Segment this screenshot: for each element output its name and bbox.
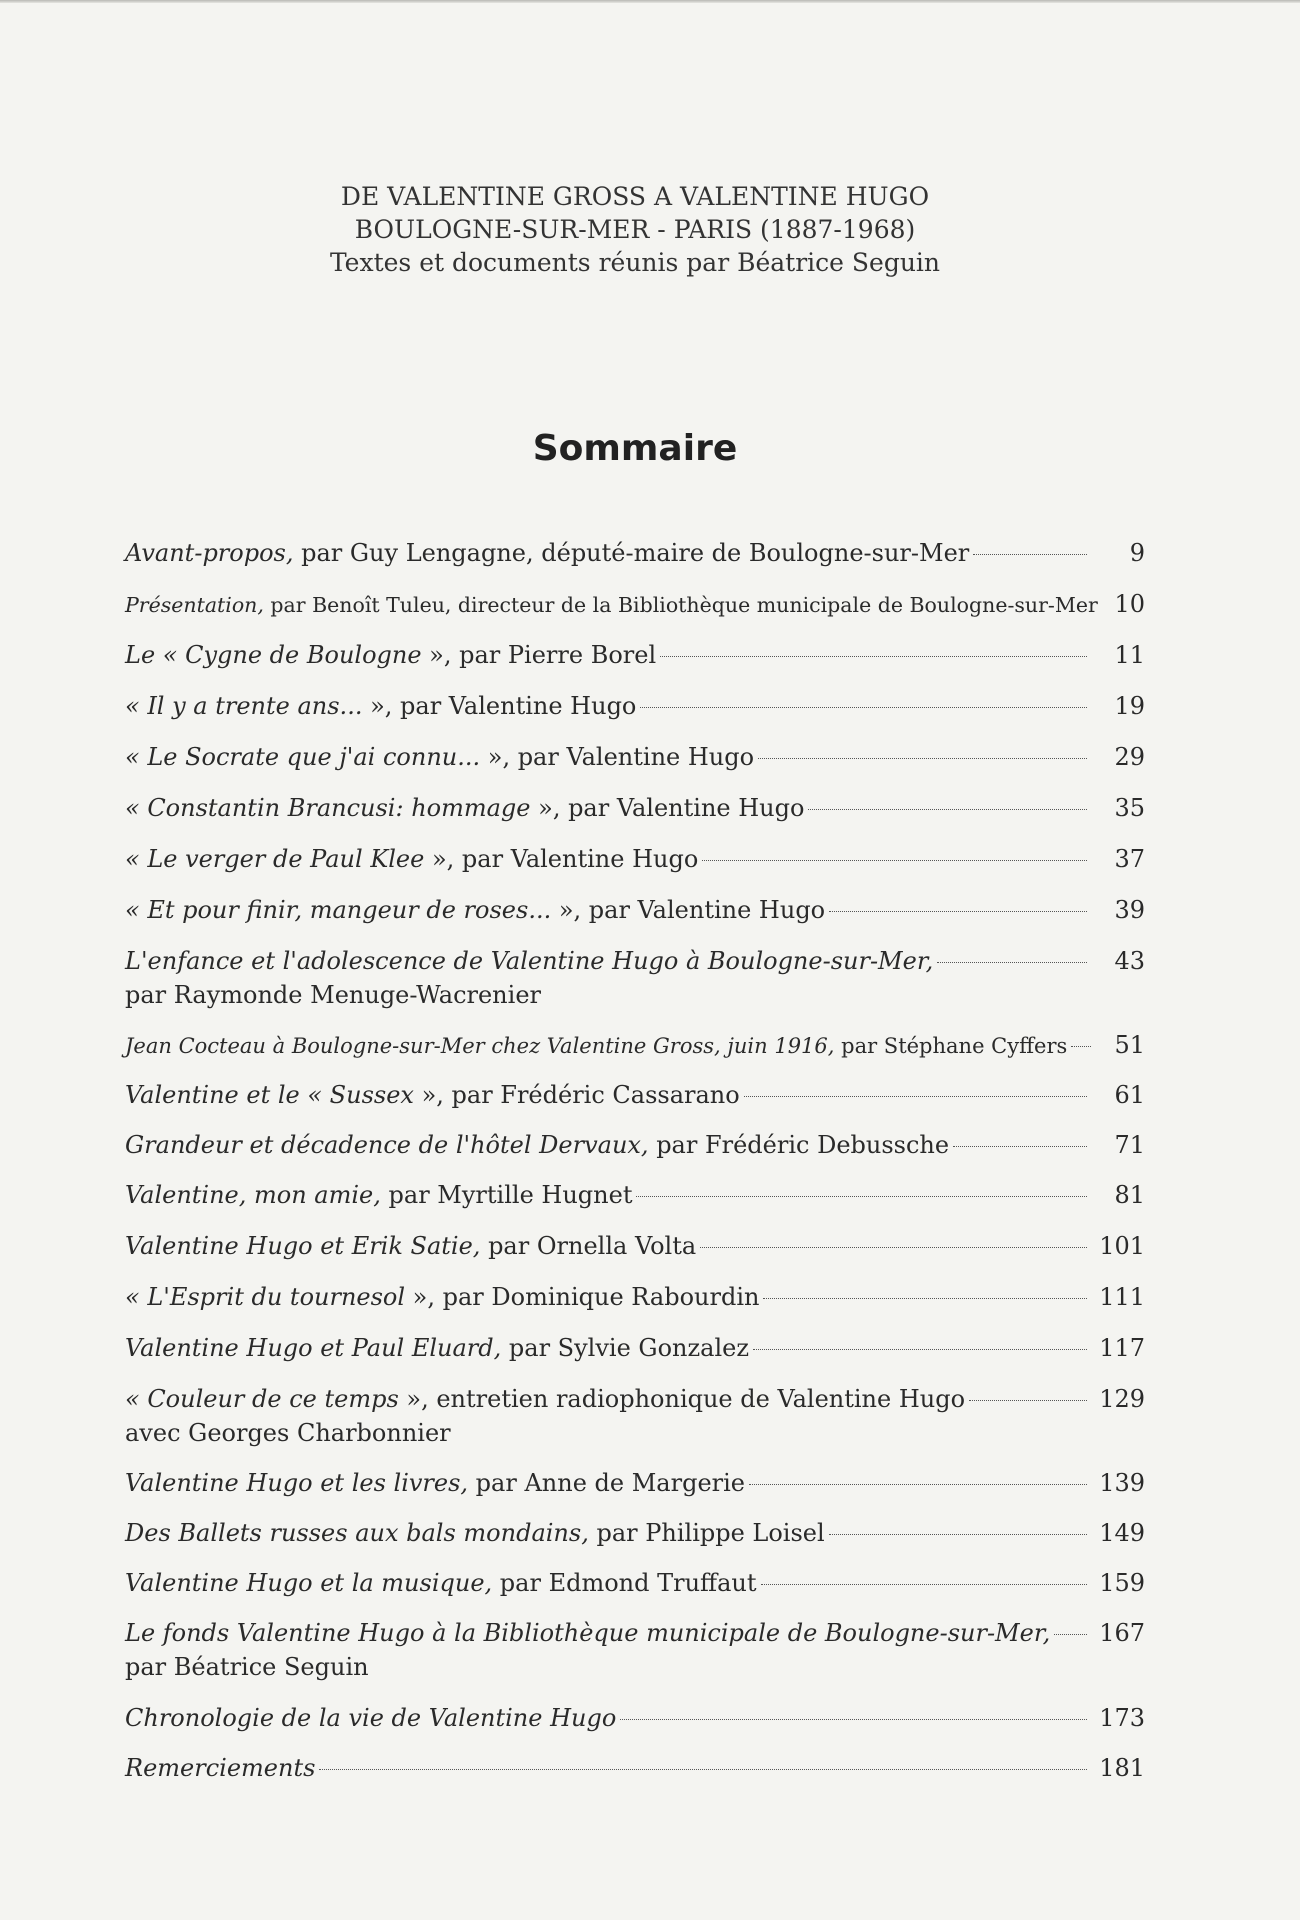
toc-entry xyxy=(125,1566,1145,1600)
header-line-2: BOULOGNE-SUR-MER - PARIS (1887-1968) xyxy=(354,215,916,244)
toc-entry xyxy=(125,689,1145,723)
entry-title: Valentine, mon amie, xyxy=(125,1181,381,1209)
toc-entry xyxy=(125,1616,1145,1684)
dot-leader xyxy=(1054,1634,1087,1635)
toc-entry xyxy=(125,1128,1145,1162)
entry-author: par Sylvie Gonzalez xyxy=(501,1334,749,1362)
toc-entry xyxy=(125,1516,1145,1550)
entry-author: », par Valentine Hugo xyxy=(530,794,805,822)
entry-author: par Benoît Tuleu, directeur de la Bibliothèque municipale de Boulogne-sur-Mer xyxy=(263,593,1098,617)
toc-entry xyxy=(125,842,1145,876)
entry-author: par Philippe Loisel xyxy=(588,1519,825,1547)
entry-page: 181 xyxy=(1099,1754,1145,1782)
entry-author: », par Valentine Hugo xyxy=(424,845,699,873)
entry-title: Des Ballets russes aux bals mondains, xyxy=(125,1519,589,1547)
toc-entry xyxy=(125,1331,1145,1365)
toc-entry xyxy=(125,1229,1145,1263)
entry-title: « Constantin Brancusi: hommage xyxy=(125,794,531,822)
entry-page: 9 xyxy=(1129,539,1145,567)
entry-page: 139 xyxy=(1099,1469,1145,1497)
dot-leader xyxy=(744,1096,1087,1097)
toc-entry xyxy=(125,1751,1145,1785)
entry-page: 111 xyxy=(1099,1283,1145,1311)
entry-page: 117 xyxy=(1099,1334,1145,1362)
entry-author: », par Valentine Hugo xyxy=(480,743,755,771)
entry-page: 35 xyxy=(1114,794,1145,822)
entry-continuation: avec Georges Charbonnier xyxy=(125,1419,451,1447)
page-title: Sommaire xyxy=(532,428,738,469)
entry-title: Valentine Hugo et Paul Eluard, xyxy=(125,1334,502,1362)
page-top-edge xyxy=(0,0,1300,3)
dot-leader xyxy=(937,962,1087,963)
entry-author: par Frédéric Debussche xyxy=(648,1131,950,1159)
entry-title: Jean Cocteau à Boulogne-sur-Mer chez Valentine Gross, juin 1916, xyxy=(125,1034,835,1058)
entry-author: par Stéphane Cyffers xyxy=(834,1034,1068,1058)
entry-title: Valentine Hugo et les livres, xyxy=(125,1469,469,1497)
entry-page: 10 xyxy=(1114,590,1145,618)
entry-page: 11 xyxy=(1114,641,1145,669)
entry-author: », par Valentine Hugo xyxy=(362,692,637,720)
entry-page: 71 xyxy=(1114,1131,1145,1159)
entry-author: par Ornella Volta xyxy=(480,1232,697,1260)
toc-entry xyxy=(125,1028,1145,1063)
entry-title: Présentation, xyxy=(125,593,264,617)
entry-title: Remerciements xyxy=(125,1754,316,1782)
entry-page: 81 xyxy=(1114,1181,1145,1209)
toc-entry xyxy=(125,791,1145,825)
toc-entry xyxy=(125,1382,1145,1450)
entry-title: « Le Socrate que j'ai connu... xyxy=(125,743,481,771)
book-header xyxy=(0,180,1270,279)
header-line-3: Textes et documents réunis par Béatrice Seguin xyxy=(329,248,941,277)
dot-leader xyxy=(640,707,1087,708)
entry-author: », par Valentine Hugo xyxy=(551,896,826,924)
dot-leader xyxy=(702,860,1087,861)
toc-entry xyxy=(125,638,1145,672)
entry-author: », entretien radiophonique de Valentine Hugo xyxy=(398,1385,966,1413)
entry-page: 61 xyxy=(1114,1081,1145,1109)
toc-entry xyxy=(125,1078,1145,1112)
entry-page: 149 xyxy=(1099,1519,1145,1547)
entry-page: 167 xyxy=(1099,1619,1145,1647)
entry-author: par Edmond Truffaut xyxy=(492,1569,757,1597)
dot-leader xyxy=(749,1484,1087,1485)
dot-leader xyxy=(753,1349,1087,1350)
entry-title: Le « Cygne de Boulogne xyxy=(125,641,422,669)
dot-leader xyxy=(758,758,1087,759)
toc-entry xyxy=(125,893,1145,927)
dot-leader xyxy=(953,1146,1087,1147)
header-line-1: DE VALENTINE GROSS A VALENTINE HUGO xyxy=(340,182,930,211)
dot-leader xyxy=(636,1196,1087,1197)
entry-title: Grandeur et décadence de l'hôtel Dervaux, xyxy=(125,1131,649,1159)
toc-entry xyxy=(125,1466,1145,1500)
entry-author: », par Frédéric Cassarano xyxy=(413,1081,740,1109)
entry-continuation: par Béatrice Seguin xyxy=(125,1653,369,1681)
entry-title: Valentine Hugo et Erik Satie, xyxy=(125,1232,481,1260)
entry-author: », par Pierre Borel xyxy=(421,641,657,669)
entry-title: Valentine et le « Sussex xyxy=(125,1081,414,1109)
entry-page: 101 xyxy=(1099,1232,1145,1260)
entry-continuation: par Raymonde Menuge-Wacrenier xyxy=(125,981,541,1009)
entry-page: 37 xyxy=(1114,845,1145,873)
entry-page: 19 xyxy=(1114,692,1145,720)
toc-entry xyxy=(125,536,1145,570)
dot-leader xyxy=(829,911,1087,912)
dot-leader xyxy=(1071,1046,1091,1047)
entry-title: Le fonds Valentine Hugo à la Bibliothèque municipale de Boulogne-sur-Mer, xyxy=(125,1619,1051,1647)
entry-author: par Myrtille Hugnet xyxy=(380,1181,633,1209)
dot-leader xyxy=(763,1298,1087,1299)
toc-entry xyxy=(125,1701,1145,1735)
entry-page: 173 xyxy=(1099,1704,1145,1732)
dot-leader xyxy=(969,1400,1087,1401)
dot-leader xyxy=(761,1584,1087,1585)
toc-entry xyxy=(125,1178,1145,1212)
dot-leader xyxy=(808,809,1087,810)
toc-entry xyxy=(125,1280,1145,1314)
entry-page: 39 xyxy=(1114,896,1145,924)
entry-title: « L'Esprit du tournesol xyxy=(125,1283,406,1311)
dot-leader xyxy=(660,656,1087,657)
entry-title: Valentine Hugo et la musique, xyxy=(125,1569,493,1597)
entry-author: par Guy Lengagne, député-maire de Boulogne-sur-Mer xyxy=(293,539,970,567)
entry-title: Chronologie de la vie de Valentine Hugo xyxy=(125,1704,617,1732)
entry-page: 51 xyxy=(1114,1031,1145,1059)
entry-title: « Il y a trente ans... xyxy=(125,692,363,720)
dot-leader xyxy=(829,1534,1087,1535)
entry-title: L'enfance et l'adolescence de Valentine Hugo à Boulogne-sur-Mer, xyxy=(125,947,934,975)
toc-entry xyxy=(125,587,1145,622)
toc-entry xyxy=(125,740,1145,774)
entry-title: Avant-propos, xyxy=(125,539,294,567)
entry-author: », par Dominique Rabourdin xyxy=(405,1283,760,1311)
entry-title: « Le verger de Paul Klee xyxy=(125,845,425,873)
dot-leader xyxy=(700,1247,1087,1248)
entry-page: 129 xyxy=(1099,1385,1145,1413)
entry-page: 43 xyxy=(1114,947,1145,975)
entry-page: 159 xyxy=(1099,1569,1145,1597)
dot-leader xyxy=(620,1719,1087,1720)
entry-author: par Anne de Margerie xyxy=(468,1469,745,1497)
entry-title: « Et pour finir, mangeur de roses... xyxy=(125,896,552,924)
dot-leader xyxy=(319,1769,1087,1770)
toc-entry xyxy=(125,944,1145,1012)
entry-page: 29 xyxy=(1114,743,1145,771)
dot-leader xyxy=(973,554,1087,555)
entry-title: « Couleur de ce temps xyxy=(125,1385,399,1413)
